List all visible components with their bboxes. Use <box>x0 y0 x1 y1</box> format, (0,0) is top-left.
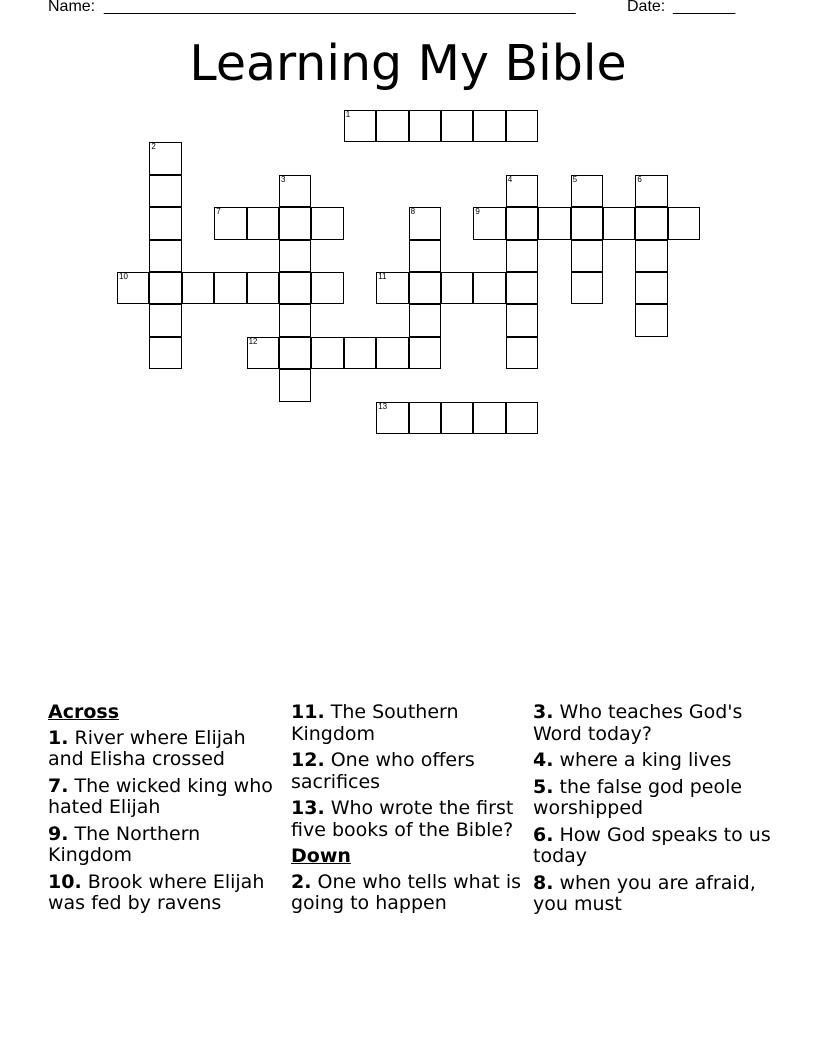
name-line[interactable]: _____________________________________________________ <box>104 0 576 15</box>
grid-cell[interactable] <box>214 272 246 304</box>
clue-item-text: One who tells what is going to happen <box>291 870 521 914</box>
clue-item-number: 3. <box>533 701 554 723</box>
grid-cell[interactable] <box>376 272 408 304</box>
clue-item <box>48 872 280 915</box>
clue-item <box>533 873 773 916</box>
clue-item <box>48 776 280 819</box>
grid-cell[interactable] <box>506 175 538 207</box>
crossword-grid <box>0 0 816 440</box>
clue-item-text: Who teaches God's Word today? <box>533 701 743 745</box>
grid-cell[interactable] <box>311 337 343 369</box>
grid-cell[interactable] <box>635 175 667 207</box>
grid-cell[interactable] <box>311 272 343 304</box>
grid-cell[interactable] <box>506 110 538 142</box>
clue-item-number: 11. <box>291 701 325 723</box>
grid-cell[interactable] <box>182 272 214 304</box>
grid-cell[interactable] <box>506 304 538 336</box>
clue-column-3 <box>533 702 773 921</box>
grid-cell[interactable] <box>149 304 181 336</box>
grid-cell[interactable] <box>506 272 538 304</box>
clue-number: 2 <box>151 142 156 152</box>
clue-item-text: where a king lives <box>559 749 732 771</box>
clue-item-text: River where Elijah and Elisha crossed <box>48 726 246 770</box>
grid-cell[interactable] <box>149 207 181 239</box>
clue-number: 7 <box>216 207 221 217</box>
grid-cell[interactable] <box>473 207 505 239</box>
grid-cell[interactable] <box>149 272 181 304</box>
clue-number: 13 <box>378 401 388 411</box>
clue-item-number: 6. <box>533 823 554 846</box>
grid-cell[interactable] <box>311 207 343 239</box>
clue-item-text: The Southern Kingdom <box>291 701 459 745</box>
grid-cell[interactable] <box>247 272 279 304</box>
grid-cell[interactable] <box>409 337 441 369</box>
clue-section-heading: Across <box>48 701 120 723</box>
grid-cell[interactable] <box>473 272 505 304</box>
grid-cell[interactable] <box>344 110 376 142</box>
grid-cell[interactable] <box>279 272 311 304</box>
clue-section-heading: Down <box>291 845 351 867</box>
grid-cell[interactable] <box>506 337 538 369</box>
clue-item-number: 1. <box>48 726 69 749</box>
grid-cell[interactable] <box>409 272 441 304</box>
clue-number: 11 <box>378 272 387 281</box>
grid-cell[interactable] <box>571 175 603 207</box>
grid-cell[interactable] <box>409 304 441 336</box>
grid-cell[interactable] <box>149 240 181 272</box>
grid-cell[interactable] <box>635 304 667 336</box>
clue-item-number: 5. <box>533 775 554 798</box>
grid-cell[interactable] <box>279 207 311 239</box>
grid-cell[interactable] <box>506 402 538 434</box>
grid-cell[interactable] <box>603 207 635 239</box>
clue-item-text: One who offers sacrifices <box>291 749 475 793</box>
clue-number: 10 <box>119 272 128 281</box>
grid-cell[interactable] <box>506 207 538 239</box>
clue-item-text: The wicked king who hated Elijah <box>48 774 273 818</box>
clue-item <box>533 702 773 745</box>
grid-cell[interactable] <box>279 175 311 207</box>
clue-item-number: 9. <box>48 822 69 845</box>
clue-item-number: 10. <box>48 870 82 893</box>
clue-item <box>291 798 527 841</box>
grid-cell[interactable] <box>376 110 408 142</box>
grid-cell[interactable] <box>214 207 246 239</box>
grid-cell[interactable] <box>409 240 441 272</box>
grid-cell[interactable] <box>571 207 603 239</box>
date-line[interactable]: _______ <box>673 0 736 15</box>
clue-item <box>291 750 527 793</box>
grid-cell[interactable] <box>571 240 603 272</box>
clue-item-text: Who wrote the first five books of the Bible? <box>291 797 514 841</box>
grid-cell[interactable] <box>571 272 603 304</box>
grid-cell[interactable] <box>409 110 441 142</box>
grid-cell[interactable] <box>279 337 311 369</box>
grid-cell[interactable] <box>247 207 279 239</box>
grid-cell[interactable] <box>635 207 667 239</box>
grid-cell[interactable] <box>149 337 181 369</box>
clue-item <box>533 777 773 820</box>
clue-number: 3 <box>281 174 286 184</box>
clue-item-number: 7. <box>48 774 69 797</box>
clue-item-number: 12. <box>291 749 325 771</box>
clue-column-2 <box>291 702 527 920</box>
clue-number: 12 <box>248 336 258 346</box>
clue-number: 1 <box>345 110 351 119</box>
clue-item-text: Brook where Elijah was fed by ravens <box>48 870 265 914</box>
grid-cell[interactable] <box>247 337 279 369</box>
grid-cell[interactable] <box>376 402 408 434</box>
grid-cell[interactable] <box>473 110 505 142</box>
grid-cell[interactable] <box>117 272 149 304</box>
grid-cell[interactable] <box>635 272 667 304</box>
clue-item <box>48 728 280 771</box>
name-label: Name: <box>48 0 96 15</box>
grid-cell[interactable] <box>538 207 570 239</box>
clue-item-number: 4. <box>533 749 554 771</box>
grid-cell[interactable] <box>635 240 667 272</box>
clue-number: 5 <box>572 174 578 184</box>
clue-number: 8 <box>410 207 416 217</box>
clue-item-text: The Northern Kingdom <box>48 822 201 866</box>
clue-item-number: 2. <box>291 870 312 893</box>
clue-item <box>291 702 527 745</box>
clue-item-text: when you are afraid, you must <box>533 871 756 915</box>
clue-item <box>533 750 773 772</box>
grid-cell[interactable] <box>149 175 181 207</box>
grid-cell[interactable] <box>441 272 473 304</box>
page-title: Learning My Bible <box>189 35 627 92</box>
clue-item <box>291 872 527 915</box>
clue-number: 6 <box>637 174 642 184</box>
clue-item <box>48 824 280 867</box>
grid-cell[interactable] <box>279 304 311 336</box>
grid-cell[interactable] <box>279 369 311 401</box>
grid-cell[interactable] <box>376 337 408 369</box>
clue-column-1 <box>48 702 280 920</box>
clue-item-number: 13. <box>291 797 325 819</box>
grid-cell[interactable] <box>441 110 473 142</box>
grid-cell[interactable] <box>149 142 181 174</box>
clue-item-text: How God speaks to us today <box>533 823 771 867</box>
clue-number: 9 <box>475 207 480 217</box>
clue-item-text: the false god peole worshipped <box>533 775 743 819</box>
clue-number: 4 <box>507 174 513 184</box>
grid-cell[interactable] <box>473 402 505 434</box>
grid-cell[interactable] <box>409 402 441 434</box>
grid-cell[interactable] <box>409 207 441 239</box>
grid-cell[interactable] <box>506 240 538 272</box>
clue-item <box>533 825 773 868</box>
grid-cell[interactable] <box>279 240 311 272</box>
date-label: Date: <box>627 0 666 15</box>
grid-cell[interactable] <box>441 402 473 434</box>
grid-cell[interactable] <box>668 207 700 239</box>
clue-item-number: 8. <box>533 871 554 894</box>
grid-cell[interactable] <box>344 337 376 369</box>
